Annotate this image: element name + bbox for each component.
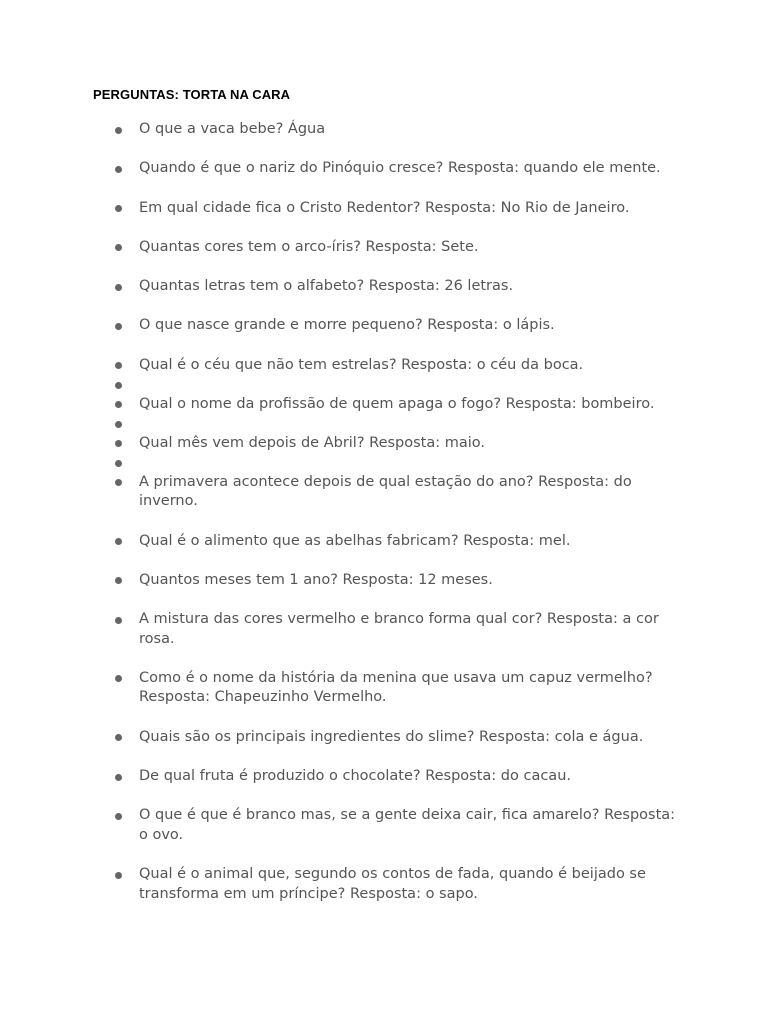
list-item-text: Quantos meses tem 1 ano? Resposta: 12 meses. xyxy=(139,571,493,588)
list-item xyxy=(0,199,768,219)
bullet-icon xyxy=(115,460,122,467)
list-item-text: Quantas letras tem o alfabeto? Resposta: 26 letras. xyxy=(139,278,514,295)
bullet-icon xyxy=(115,479,122,486)
list-item xyxy=(0,669,768,708)
bullet-icon xyxy=(115,675,122,682)
list-item-text: O que é que é branco mas, se a gente deixa cair, fica amarelo? Resposta: o ovo. xyxy=(139,807,676,843)
list-item xyxy=(0,238,768,258)
bullet-icon xyxy=(115,440,122,447)
list-item xyxy=(0,395,768,415)
list-item xyxy=(0,610,768,649)
list-item-empty xyxy=(0,414,768,434)
page-title: PERGUNTAS: TORTA NA CARA xyxy=(93,87,291,102)
list-item xyxy=(0,277,768,297)
bullet-icon xyxy=(115,538,122,545)
list-item-text: Qual mês vem depois de Abril? Resposta: maio. xyxy=(139,434,486,451)
bullet-icon xyxy=(115,577,122,584)
list-item-text: Qual é o alimento que as abelhas fabricam? Resposta: mel. xyxy=(139,532,571,549)
list-item-text: Qual é o animal que, segundo os contos de fada, quando é beijado se transforma em um príncipe? Resposta: o sapo. xyxy=(139,866,646,902)
list-item-empty xyxy=(0,375,768,395)
bullet-icon xyxy=(115,362,122,369)
list-item-text: O que nasce grande e morre pequeno? Resposta: o lápis. xyxy=(139,317,555,334)
list-item xyxy=(0,316,768,336)
list-item xyxy=(0,159,768,179)
bullet-icon xyxy=(115,813,122,820)
list-item-text: Quantas cores tem o arco-íris? Resposta: Sete. xyxy=(139,238,479,255)
list-item xyxy=(0,865,768,904)
list-item xyxy=(0,120,768,140)
list-item xyxy=(0,434,768,454)
list-item-text: Em qual cidade fica o Cristo Redentor? Resposta: No Rio de Janeiro. xyxy=(139,199,630,216)
bullet-icon xyxy=(115,774,122,781)
list-item xyxy=(0,728,768,748)
list-item-text: Quais são os principais ingredientes do slime? Resposta: cola e água. xyxy=(139,728,644,745)
list-item xyxy=(0,571,768,591)
list-item-text: O que a vaca bebe? Água xyxy=(139,121,326,137)
list-item-text: Qual é o céu que não tem estrelas? Resposta: o céu da boca. xyxy=(139,356,584,373)
list-item-text: A primavera acontece depois de qual estação do ano? Resposta: do inverno. xyxy=(139,473,632,510)
list-item xyxy=(0,532,768,552)
list-item-text: De qual fruta é produzido o chocolate? Resposta: do cacau. xyxy=(139,768,571,785)
list-item xyxy=(0,473,768,512)
bullet-icon xyxy=(115,617,122,624)
bullet-icon xyxy=(115,205,122,212)
question-list xyxy=(0,120,768,904)
list-item-empty xyxy=(0,453,768,473)
bullet-icon xyxy=(115,127,122,134)
list-item xyxy=(0,767,768,787)
list-item-text: Qual o nome da profissão de quem apaga o fogo? Resposta: bombeiro. xyxy=(139,395,655,412)
list-item xyxy=(0,356,768,376)
bullet-icon xyxy=(115,166,122,173)
bullet-icon xyxy=(115,401,122,408)
bullet-icon xyxy=(115,421,122,428)
list-item-text: Quando é que o nariz do Pinóquio cresce? Resposta: quando ele mente. xyxy=(139,160,661,177)
bullet-icon xyxy=(115,244,122,251)
bullet-icon xyxy=(115,382,122,389)
list-item-text: Como é o nome da história da menina que usava um capuz vermelho? Resposta: Chapeuzinho Vermelho. xyxy=(139,669,653,706)
list-item xyxy=(0,806,768,845)
bullet-icon xyxy=(115,734,122,741)
bullet-icon xyxy=(115,284,122,291)
list-item-text: A mistura das cores vermelho e branco forma qual cor? Resposta: a cor rosa. xyxy=(139,611,659,647)
bullet-icon xyxy=(115,872,122,879)
bullet-icon xyxy=(115,323,122,330)
